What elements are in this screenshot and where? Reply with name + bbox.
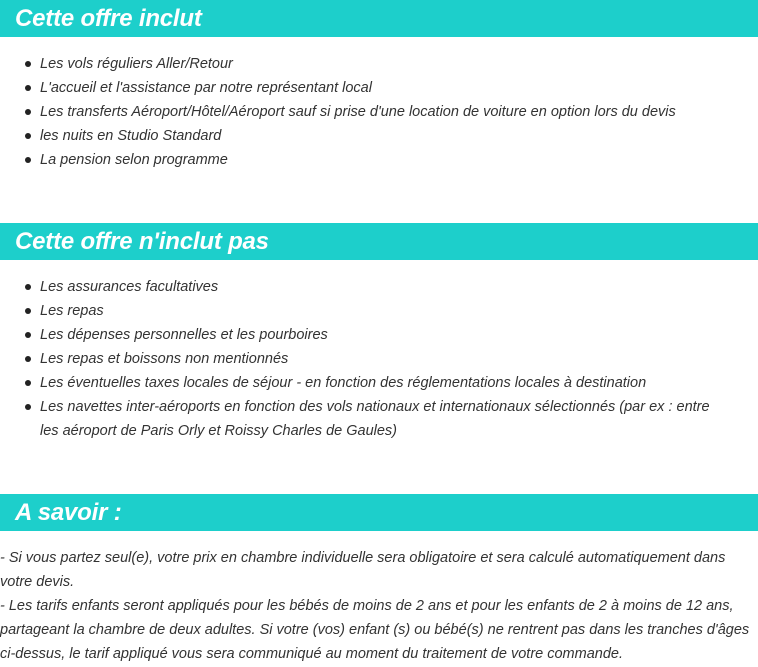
list-ninclut (0, 275, 758, 443)
list-inclut (0, 52, 758, 172)
list-item: La pension selon programme (0, 148, 758, 172)
list-item: Les dépenses personnelles et les pourboires (0, 323, 758, 347)
list-item: les nuits en Studio Standard (0, 124, 758, 148)
section-title-inclut: Cette offre inclut (15, 5, 202, 32)
list-item: Les repas et boissons non mentionnés (0, 347, 758, 371)
list-item: L'accueil et l'assistance par notre représentant local (0, 76, 758, 100)
savoir-body (0, 546, 754, 666)
savoir-paragraph-solo: - Si vous partez seul(e), votre prix en chambre individuelle sera obligatoire et sera calculé automatiquement dans votre devis. (0, 550, 726, 590)
section-title-savoir: A savoir : (15, 499, 122, 526)
list-item: Les vols réguliers Aller/Retour (0, 52, 758, 76)
list-item: Les éventuelles taxes locales de séjour - en fonction des réglementations locales à destination (0, 371, 758, 395)
section-header-savoir (0, 494, 758, 531)
section-title-ninclut: Cette offre n'inclut pas (15, 228, 269, 255)
section-header-inclut (0, 0, 758, 37)
list-item: Les navettes inter-aéroports en fonction des vols nationaux et internationaux sélectionnés (par ex : entre les aéroport de Paris Orly et Roissy Charles de Gaules) (0, 395, 758, 443)
list-item: Les transferts Aéroport/Hôtel/Aéroport sauf si prise d'une location de voiture en option lors du devis (0, 100, 758, 124)
savoir-paragraph-enfants: - Les tarifs enfants seront appliqués pour les bébés de moins de 2 ans et pour les enfants de 2 à moins de 12 ans, partageant la chambre de deux adultes. Si votre (vos) enfant (s) ou bébé(s) ne rentrent pas dans les tranches d'âges ci-dessus, le tarif appliqué vous sera communiqué au moment du traitement de votre commande. (0, 598, 750, 662)
list-item: Les repas (0, 299, 758, 323)
section-header-ninclut (0, 223, 758, 260)
list-item: Les assurances facultatives (0, 275, 758, 299)
